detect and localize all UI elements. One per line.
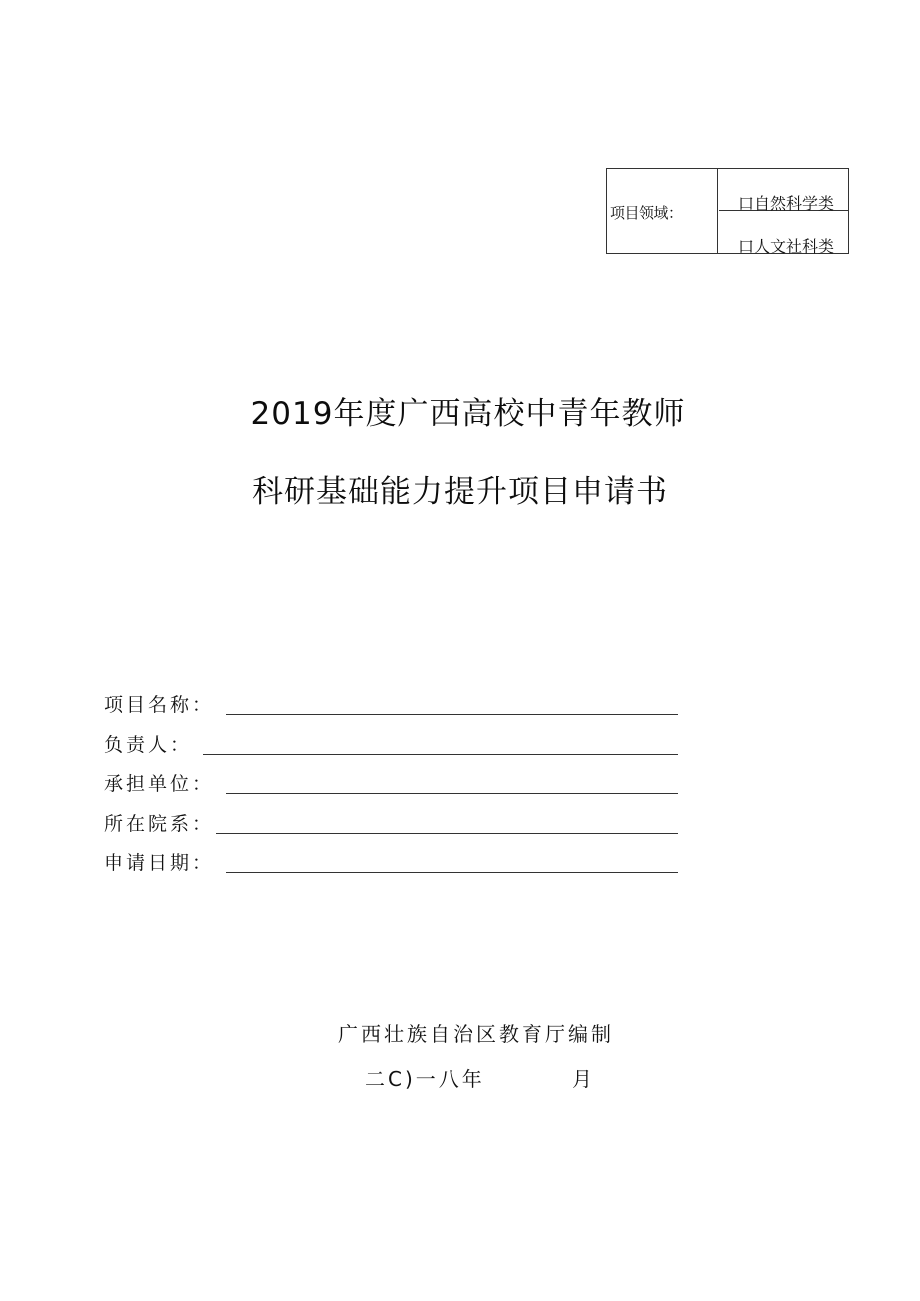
option-humanities-social-science[interactable]: [719, 212, 848, 254]
unit-field[interactable]: [226, 793, 678, 794]
department-field[interactable]: [216, 833, 678, 834]
project-field-box: [606, 168, 849, 254]
option-natural-science-label: 口自然科学类: [737, 194, 834, 213]
form-row-unit: [104, 769, 678, 797]
project-name-field[interactable]: [226, 714, 678, 715]
unit-label: 承担单位：: [104, 773, 215, 795]
leader-field[interactable]: [203, 754, 678, 755]
form-row-department: [104, 809, 678, 837]
leader-label: 负责人：: [104, 734, 193, 756]
apply-date-field[interactable]: [226, 872, 678, 873]
option-natural-science[interactable]: [719, 169, 848, 211]
compiler-text: 广西壮族自治区教育厅编制: [338, 1022, 614, 1046]
compile-year: 二C)一八年: [365, 1067, 485, 1091]
option-humanities-label: 口人文社科类: [737, 237, 834, 256]
form-row-project-name: [104, 690, 678, 718]
project-field-label: 项目领域：: [610, 204, 683, 222]
department-label: 所在院系：: [104, 813, 215, 835]
form-row-leader: [104, 730, 678, 758]
compile-month: 月: [572, 1067, 595, 1091]
form-row-apply-date: [104, 848, 678, 876]
apply-date-label: 申请日期：: [104, 852, 215, 874]
project-field-label-cell: [607, 169, 718, 253]
document-title-line-1: 2019年度广西高校中青年教师: [250, 396, 686, 432]
project-name-label: 项目名称：: [104, 694, 215, 716]
document-title-line-2: 科研基础能力提升项目申请书: [252, 474, 668, 510]
